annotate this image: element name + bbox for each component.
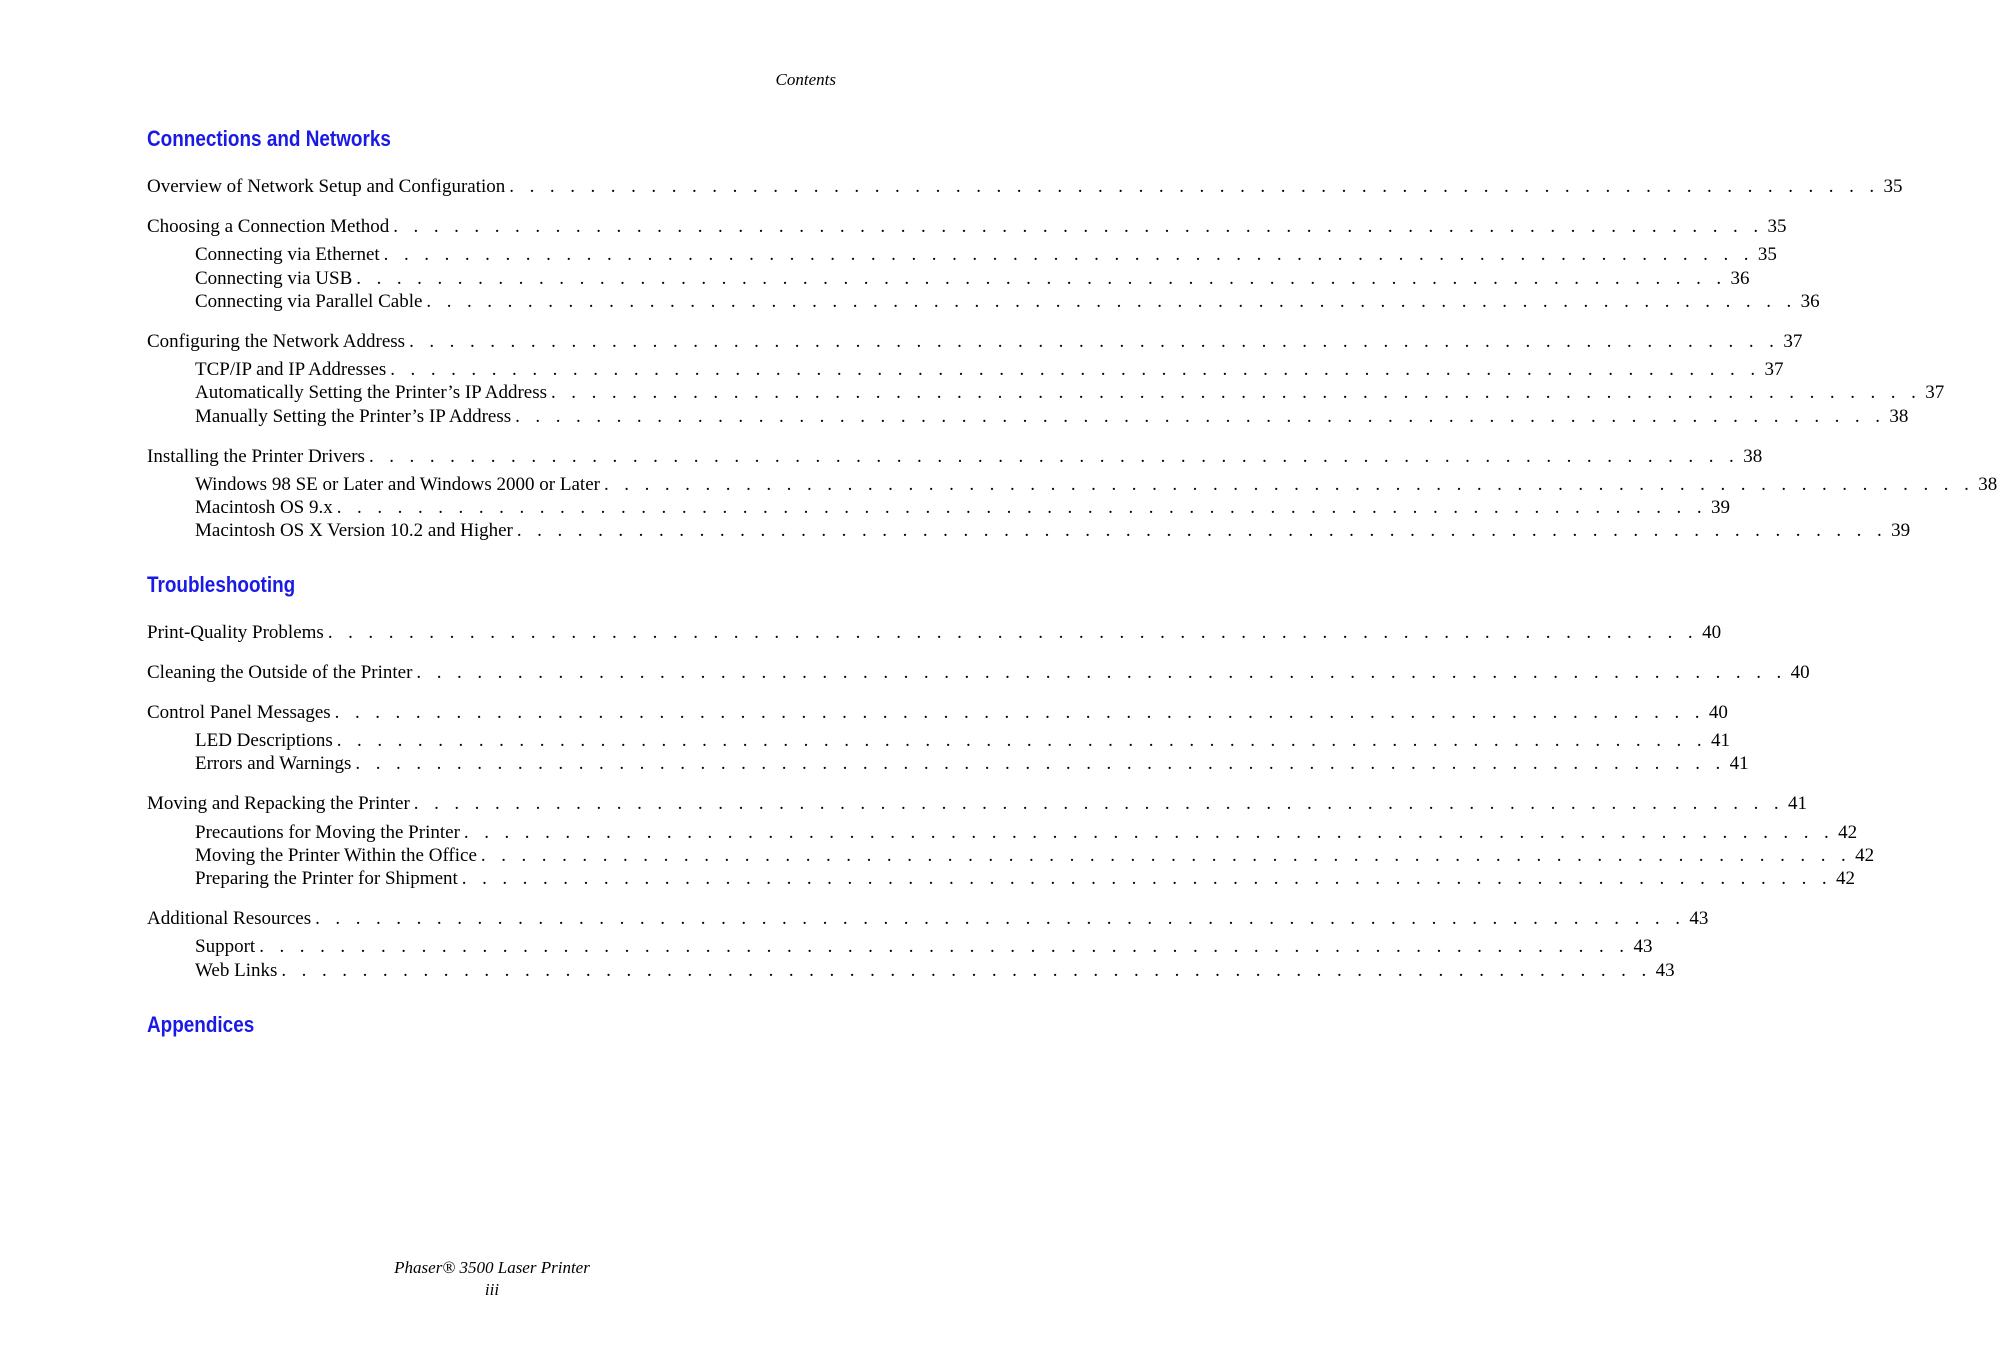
toc-entry-title: Macintosh OS X Version 10.2 and Higher bbox=[195, 520, 513, 541]
dot-leader: . . . . . . . . . . . . . . . . . . . . . . . . . . . . . . . . . . . . . . . . . . . . . . . . . . . . . . . . . . . . . . . . . . . . bbox=[356, 268, 1727, 289]
toc-entry-title: Support bbox=[195, 936, 256, 957]
toc-entry-print-quality[interactable] bbox=[147, 621, 1722, 645]
toc-entry-page: 41 bbox=[1729, 753, 1749, 774]
toc-entry-title: Macintosh OS 9.x bbox=[195, 497, 333, 518]
toc-entry-overview-network-setup[interactable] bbox=[147, 175, 1903, 199]
toc-entry-title: Connecting via Ethernet bbox=[195, 244, 380, 265]
toc-entry-page: 35 bbox=[1757, 244, 1777, 265]
toc-entry-connecting-parallel[interactable] bbox=[195, 290, 1820, 314]
toc-entry-title: Moving the Printer Within the Office bbox=[195, 845, 477, 866]
toc-entry-cleaning-outside[interactable] bbox=[147, 661, 1810, 685]
dot-leader: . . . . . . . . . . . . . . . . . . . . . . . . . . . . . . . . . . . . . . . . . . . . . . . . . . . . . . . . . . . . . . . . . . . . bbox=[551, 382, 1922, 403]
dot-leader: . . . . . . . . . . . . . . . . . . . . . . . . . . . . . . . . . . . . . . . . . . . . . . . . . . . . . . . . . . . . . . . . . . . . bbox=[393, 216, 1764, 237]
toc-entry-page: 41 bbox=[1710, 730, 1730, 751]
toc-entry-installing-drivers[interactable] bbox=[147, 445, 1763, 469]
toc-entry-windows-drivers[interactable] bbox=[195, 473, 1997, 497]
toc-entry-configuring-network-address[interactable] bbox=[147, 330, 1803, 354]
dot-leader: . . . . . . . . . . . . . . . . . . . . . . . . . . . . . . . . . . . . . . . . . . . . . . . . . . . . . . . . . . . . . . . . . . . . bbox=[336, 497, 1707, 518]
dot-leader: . . . . . . . . . . . . . . . . . . . . . . . . . . . . . . . . . . . . . . . . . . . . . . . . . . . . . . . . . . . . . . . . . . . . bbox=[327, 622, 1699, 643]
toc-entry-auto-ip[interactable] bbox=[195, 381, 1945, 405]
dot-leader: . . . . . . . . . . . . . . . . . . . . . . . . . . . . . . . . . . . . . . . . . . . . . . . . . . . . . . . . . . . . . . . . . . . . bbox=[315, 908, 1686, 929]
toc-entry-title: Preparing the Printer for Shipment bbox=[195, 868, 458, 889]
footer-product-title: Phaser® 3500 Laser Printer bbox=[394, 1258, 590, 1277]
toc-entry-page: 41 bbox=[1788, 793, 1808, 814]
toc-entry-page: 43 bbox=[1655, 960, 1675, 981]
dot-leader: . . . . . . . . . . . . . . . . . . . . . . . . . . . . . . . . . . . . . . . . . . . . . . . . . . . . . . . . . . . . . . . . . . . . bbox=[426, 291, 1797, 312]
dot-leader: . . . . . . . . . . . . . . . . . . . . . . . . . . . . . . . . . . . . . . . . . . . . . . . . . . . . . . . . . . . . . . . . . . . . bbox=[409, 331, 1780, 352]
toc-entry-title: Web Links bbox=[195, 960, 278, 981]
dot-leader: . . . . . . . . . . . . . . . . . . . . . . . . . . . . . . . . . . . . . . . . . . . . . . . . . . . . . . . . . . . . . . . . . . . . bbox=[368, 446, 1740, 467]
toc-entry-page: 42 bbox=[1838, 822, 1858, 843]
toc-entry-title: Windows 98 SE or Later and Windows 2000 or Later bbox=[195, 474, 600, 495]
toc-entry-connecting-usb[interactable] bbox=[195, 267, 1750, 291]
dot-leader: . . . . . . . . . . . . . . . . . . . . . . . . . . . . . . . . . . . . . . . . . . . . . . . . . . . . . . . . . . . . . . . . . . . . bbox=[413, 793, 1785, 814]
toc-entry-title: Control Panel Messages bbox=[147, 702, 331, 723]
dot-leader: . . . . . . . . . . . . . . . . . . . . . . . . . . . . . . . . . . . . . . . . . . . . . . . . . . . . . . . . . . . . . . . . . . . . bbox=[516, 520, 1888, 541]
toc-entry-preparing-shipment[interactable] bbox=[195, 867, 1856, 891]
dot-leader: . . . . . . . . . . . . . . . . . . . . . . . . . . . . . . . . . . . . . . . . . . . . . . . . . . . . . . . . . . . . . . . . . . . . bbox=[509, 176, 1880, 197]
dot-leader: . . . . . . . . . . . . . . . . . . . . . . . . . . . . . . . . . . . . . . . . . . . . . . . . . . . . . . . . . . . . . . . . . . . . bbox=[461, 868, 1833, 889]
toc-entry-errors-warnings[interactable] bbox=[195, 752, 1749, 776]
toc-entry-title: LED Descriptions bbox=[195, 730, 333, 751]
toc-entry-page: 38 bbox=[1889, 406, 1909, 427]
running-header: Contents bbox=[775, 70, 836, 89]
toc-entry-support[interactable] bbox=[195, 935, 1653, 959]
toc-entry-page: 39 bbox=[1711, 497, 1730, 518]
toc-entry-title: Choosing a Connection Method bbox=[147, 216, 390, 237]
toc-entry-control-panel-messages[interactable] bbox=[147, 701, 1728, 725]
toc-entry-macintosh-osx[interactable] bbox=[195, 519, 1911, 543]
toc-entry-page: 36 bbox=[1730, 268, 1750, 289]
toc-entry-page: 40 bbox=[1708, 702, 1728, 723]
toc-entry-page: 36 bbox=[1800, 291, 1820, 312]
toc-entry-page: 40 bbox=[1790, 662, 1810, 683]
toc-entry-page: 37 bbox=[1925, 382, 1945, 403]
toc-entry-page: 43 bbox=[1633, 936, 1653, 957]
toc-entry-page: 39 bbox=[1891, 520, 1911, 541]
section-heading-connections: Connections and Networks bbox=[147, 126, 391, 151]
toc-entry-title: Print-Quality Problems bbox=[147, 622, 324, 643]
toc-entry-page: 43 bbox=[1689, 908, 1709, 929]
toc-entry-title: Precautions for Moving the Printer bbox=[195, 822, 460, 843]
dot-leader: . . . . . . . . . . . . . . . . . . . . . . . . . . . . . . . . . . . . . . . . . . . . . . . . . . . . . . . . . . . . . . . . . . . . bbox=[603, 474, 1975, 495]
dot-leader: . . . . . . . . . . . . . . . . . . . . . . . . . . . . . . . . . . . . . . . . . . . . . . . . . . . . . . . . . . . . . . . . . . . . bbox=[480, 845, 1852, 866]
toc-entry-title: Configuring the Network Address bbox=[147, 331, 406, 352]
toc-entry-choosing-connection-method[interactable] bbox=[147, 215, 1787, 239]
dot-leader: . . . . . . . . . . . . . . . . . . . . . . . . . . . . . . . . . . . . . . . . . . . . . . . . . . . . . . . . . . . . . . . . . . . . bbox=[383, 244, 1754, 265]
toc-entry-page: 42 bbox=[1855, 845, 1875, 866]
toc-entry-page: 37 bbox=[1783, 331, 1803, 352]
toc-entry-page: 35 bbox=[1767, 216, 1787, 237]
dot-leader: . . . . . . . . . . . . . . . . . . . . . . . . . . . . . . . . . . . . . . . . . . . . . . . . . . . . . . . . . . . . . . . . . . . . bbox=[336, 730, 1707, 751]
toc-entry-title: Overview of Network Setup and Configuration bbox=[147, 176, 506, 197]
toc-entry-title: Connecting via Parallel Cable bbox=[195, 291, 423, 312]
dot-leader: . . . . . . . . . . . . . . . . . . . . . . . . . . . . . . . . . . . . . . . . . . . . . . . . . . . . . . . . . . . . . . . . . . . . bbox=[390, 359, 1761, 380]
footer-page-number: iii bbox=[484, 1280, 500, 1299]
dot-leader: . . . . . . . . . . . . . . . . . . . . . . . . . . . . . . . . . . . . . . . . . . . . . . . . . . . . . . . . . . . . . . . . . . . . bbox=[334, 702, 1705, 723]
toc-entry-title: Moving and Repacking the Printer bbox=[147, 793, 410, 814]
section-heading-appendices: Appendices bbox=[147, 1012, 255, 1037]
toc-entry-title: Automatically Setting the Printer’s IP Address bbox=[195, 382, 547, 403]
toc-entry-title: Errors and Warnings bbox=[195, 753, 352, 774]
toc-entry-manual-ip[interactable] bbox=[195, 405, 1909, 429]
toc-entry-web-links[interactable] bbox=[195, 959, 1675, 983]
toc-entry-macintosh-os9[interactable] bbox=[195, 496, 1730, 520]
toc-entry-tcpip-addresses[interactable] bbox=[195, 358, 1784, 382]
toc-entry-title: Manually Setting the Printer’s IP Address bbox=[195, 406, 512, 427]
toc-entry-title: Cleaning the Outside of the Printer bbox=[147, 662, 413, 683]
dot-leader: . . . . . . . . . . . . . . . . . . . . . . . . . . . . . . . . . . . . . . . . . . . . . . . . . . . . . . . . . . . . . . . . . . . . bbox=[281, 960, 1652, 981]
toc-entry-page: 38 bbox=[1743, 446, 1763, 467]
toc-entry-title: Additional Resources bbox=[147, 908, 312, 929]
toc-entry-page: 38 bbox=[1978, 474, 1997, 495]
dot-leader: . . . . . . . . . . . . . . . . . . . . . . . . . . . . . . . . . . . . . . . . . . . . . . . . . . . . . . . . . . . . . . . . . . . . bbox=[355, 753, 1726, 774]
dot-leader: . . . . . . . . . . . . . . . . . . . . . . . . . . . . . . . . . . . . . . . . . . . . . . . . . . . . . . . . . . . . . . . . . . . . bbox=[416, 662, 1787, 683]
dot-leader: . . . . . . . . . . . . . . . . . . . . . . . . . . . . . . . . . . . . . . . . . . . . . . . . . . . . . . . . . . . . . . . . . . . . bbox=[515, 406, 1886, 427]
dot-leader: . . . . . . . . . . . . . . . . . . . . . . . . . . . . . . . . . . . . . . . . . . . . . . . . . . . . . . . . . . . . . . . . . . . . bbox=[259, 936, 1630, 957]
toc-entry-title: Installing the Printer Drivers bbox=[147, 446, 365, 467]
toc-entry-led-descriptions[interactable] bbox=[195, 729, 1730, 753]
toc-entry-page: 37 bbox=[1764, 359, 1784, 380]
toc-entry-connecting-ethernet[interactable] bbox=[195, 243, 1777, 267]
toc-entry-moving-repacking[interactable] bbox=[147, 792, 1808, 816]
toc-entry-moving-within-office[interactable] bbox=[195, 844, 1875, 868]
toc-entry-title: TCP/IP and IP Addresses bbox=[195, 359, 387, 380]
toc-entry-page: 42 bbox=[1836, 868, 1856, 889]
toc-entry-additional-resources[interactable] bbox=[147, 907, 1709, 931]
toc-entry-precautions-moving[interactable] bbox=[195, 821, 1858, 845]
toc-entry-page: 40 bbox=[1702, 622, 1722, 643]
toc-entry-title: Connecting via USB bbox=[195, 268, 353, 289]
dot-leader: . . . . . . . . . . . . . . . . . . . . . . . . . . . . . . . . . . . . . . . . . . . . . . . . . . . . . . . . . . . . . . . . . . . . bbox=[463, 822, 1835, 843]
section-heading-troubleshooting: Troubleshooting bbox=[147, 572, 296, 597]
toc-entry-page: 35 bbox=[1883, 176, 1903, 197]
